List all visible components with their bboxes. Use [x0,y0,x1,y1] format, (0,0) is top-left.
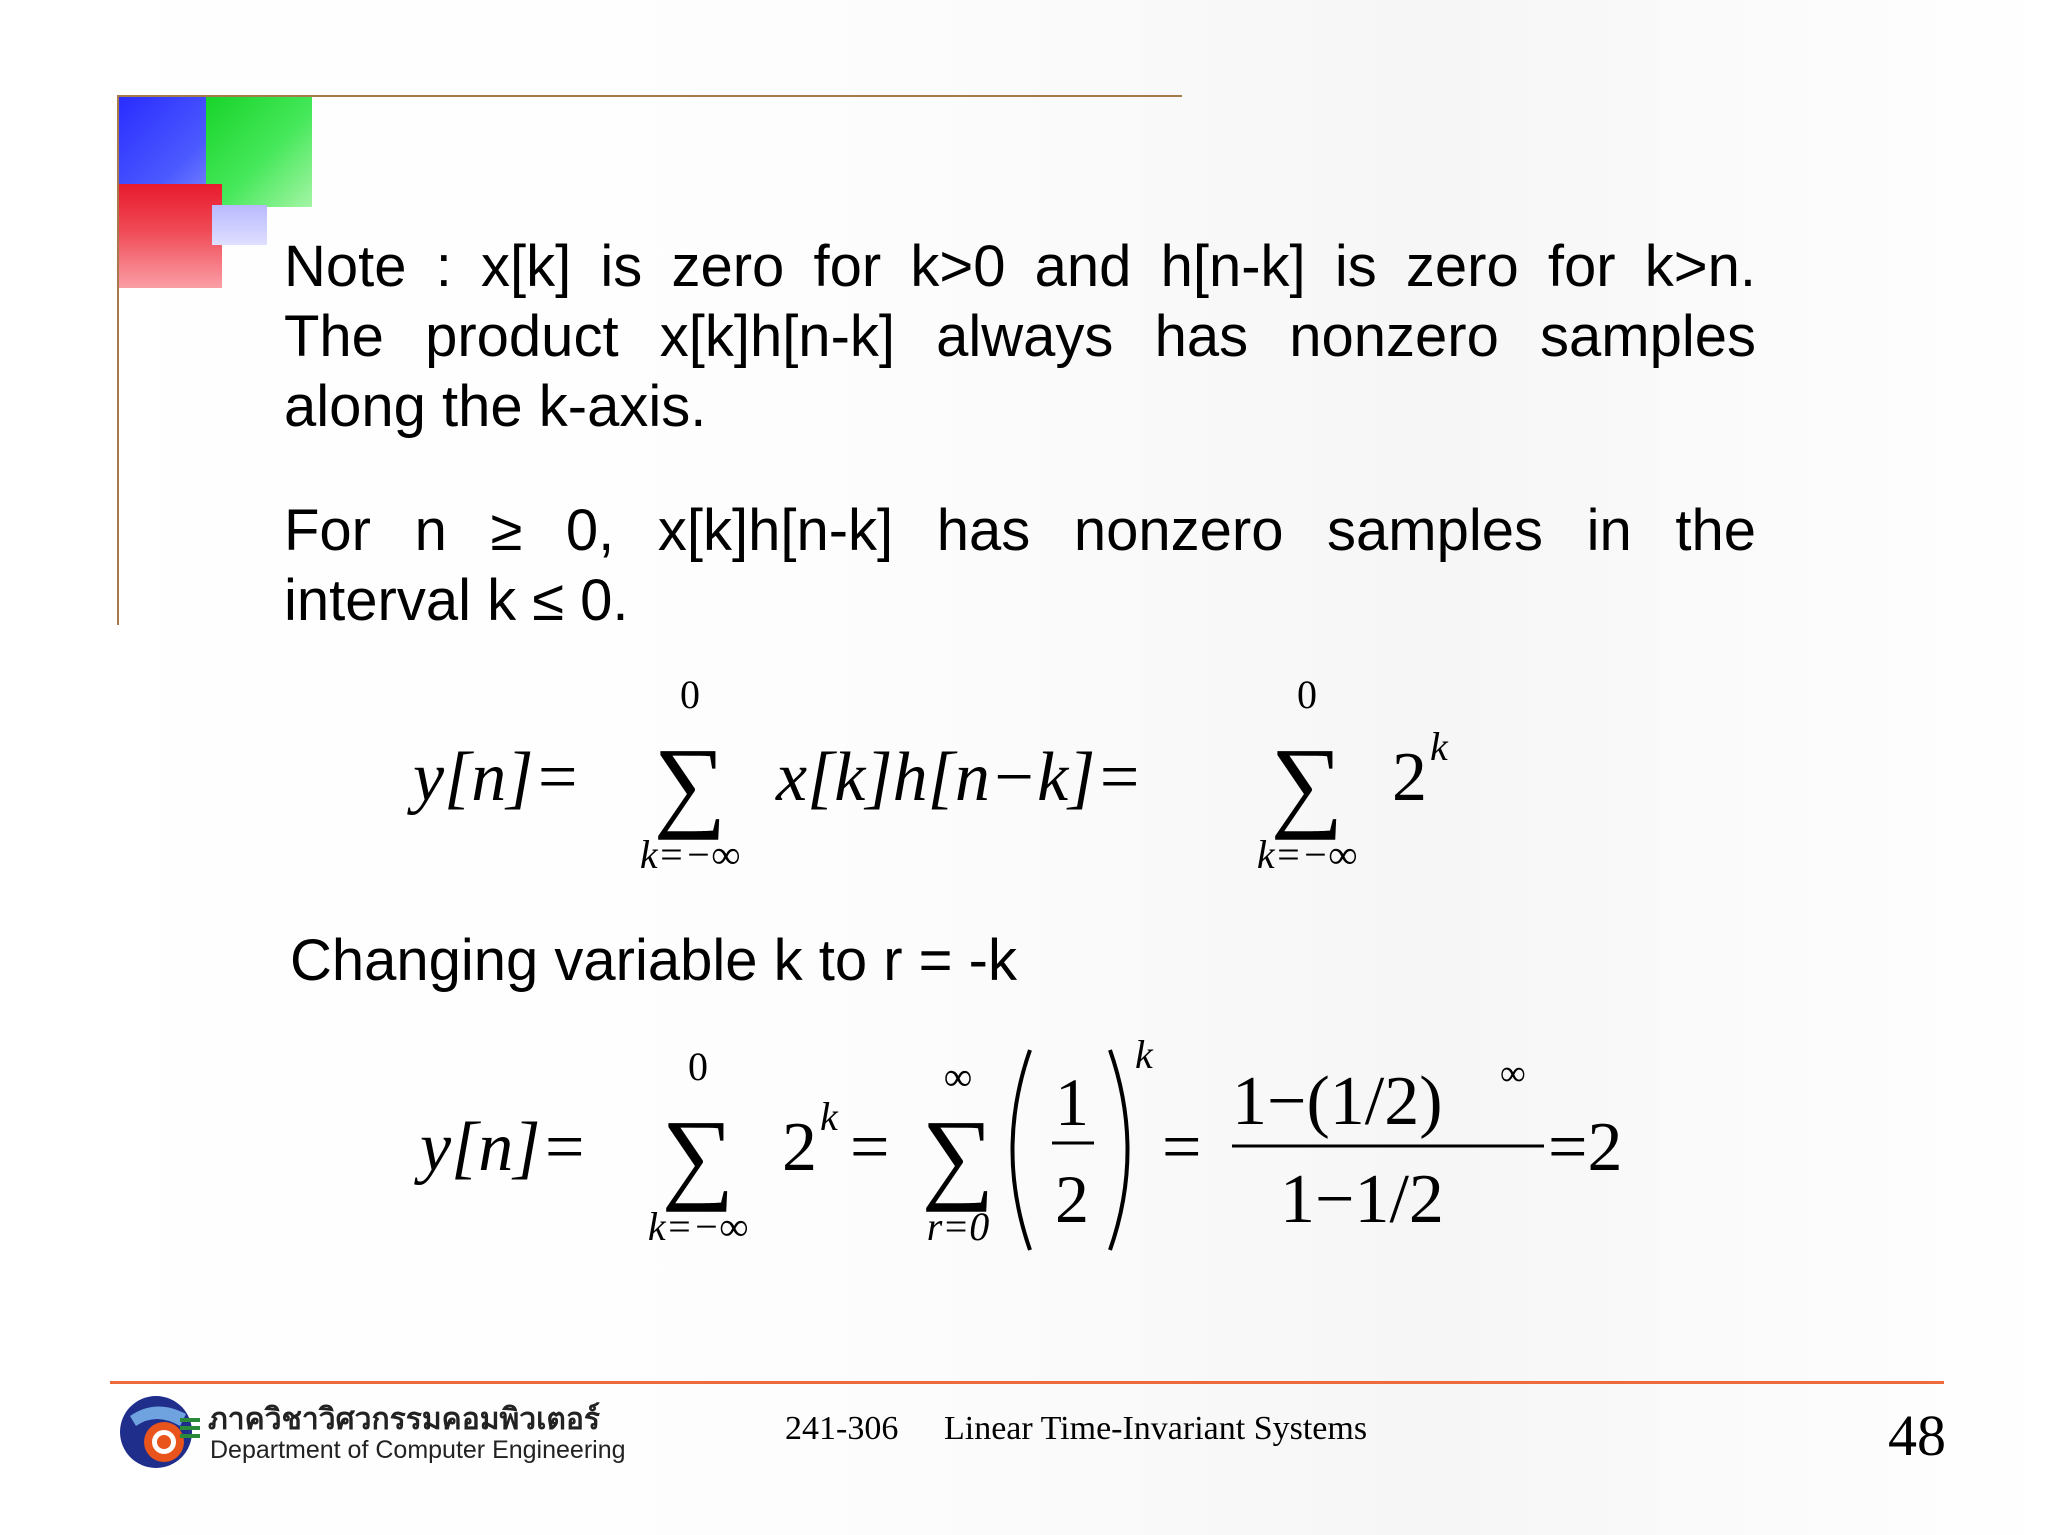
eq2-sum1-upper: 0 [688,1044,708,1089]
page-number: 48 [1888,1403,1946,1468]
note-line-1: Note : x[k] is zero for k>0 and h[n-k] is zero for k>n. [284,234,1756,299]
eq2-eq-sign-2: = [1162,1109,1202,1186]
department-name-thai: ภาควิชาวิศวกรรมคอมพิวเตอร์ [208,1402,600,1437]
eq2-left-paren [1013,1050,1031,1250]
eq1-sum2-upper: 0 [1297,672,1317,717]
eq2-frac-num: 1 [1055,1064,1089,1140]
course-title: Linear Time-Invariant Systems [944,1410,1368,1447]
eq2-big-num: 1−(1/2) [1232,1063,1443,1140]
eq2-term1-exp: k [820,1094,838,1139]
eq1-term2-exp: k [1430,724,1448,769]
eq2-sigma-2: ∑ [921,1100,995,1213]
course-code: 241-306 [785,1410,899,1447]
eq2-lhs: y[n]= [420,1109,588,1186]
eq1-lhs: y[n]= [413,739,581,816]
for-line-1: For n ≥ 0, x[k]h[n-k] has nonzero samples in the [284,498,1756,563]
eq1-sum1-upper: 0 [680,672,700,717]
eq2-sum1-lower: k=−∞ [647,1204,749,1249]
eq2-term1-base: 2 [782,1109,817,1186]
eq2-big-num-exp: ∞ [1500,1053,1526,1093]
eq1-sigma-2: ∑ [1270,728,1344,841]
eq2-eq-sign-1: = [850,1109,890,1186]
eq2-sigma-1: ∑ [661,1100,735,1213]
eq2-right-paren [1110,1050,1128,1250]
eq2-frac-den: 2 [1055,1161,1089,1237]
eq2-sum2-upper: ∞ [943,1054,973,1099]
eq1-sum1-lower: k=−∞ [639,832,741,877]
eq1-term2-base: 2 [1392,739,1427,816]
eq2-result: =2 [1548,1109,1623,1186]
change-variable-text: Changing variable k to r = -k [290,928,1017,993]
note-line-2: The product x[k]h[n-k] always has nonzero samples [284,304,1756,369]
eq2-big-den: 1−1/2 [1280,1161,1444,1238]
for-line-2: interval k ≤ 0. [284,568,629,633]
eq2-sum2-lower: r=0 [926,1204,990,1249]
eq1-term1: x[k]h[n−k]= [776,739,1143,816]
footer-rule [110,1381,1944,1384]
department-logo [110,1392,202,1472]
note-line-3: along the k-axis. [284,374,707,439]
department-name-english: Department of Computer Engineering [210,1436,626,1464]
eq1-sigma-1: ∑ [653,728,727,841]
eq1-sum2-lower: k=−∞ [1256,832,1358,877]
eq2-paren-exp: k [1135,1032,1153,1077]
